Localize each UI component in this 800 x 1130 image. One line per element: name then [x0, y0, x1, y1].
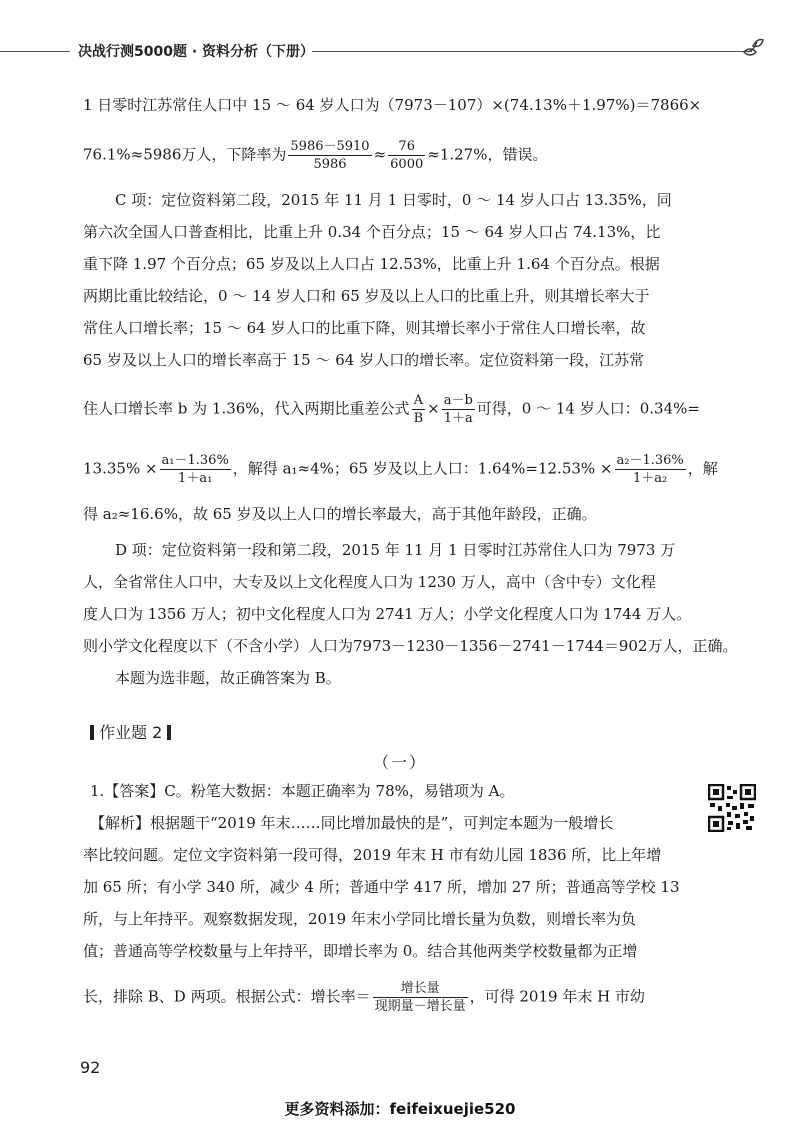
bracket-bar-left: [90, 725, 94, 740]
text-line: 加 65 所；有小学 340 所，减少 4 所；普通中学 417 所，增加 27 所；普通高等学校 13: [83, 878, 680, 896]
fraction: [388, 138, 425, 173]
text-line: 人，全省常住人口中，大专及以上文化程度人口为 1230 万人，高中（含中专）文化程: [83, 573, 656, 591]
fraction: [160, 452, 231, 487]
fraction-denominator: B: [413, 411, 424, 426]
text-line: 率比较问题。定位文字资料第一段可得，2019 年末 H 市有幼儿园 1836 所，比上年增: [83, 846, 662, 864]
text-line: [83, 452, 718, 487]
text-segment: 可得，0 ～ 14 岁人口：0.34%=: [476, 399, 700, 418]
section-heading: [90, 720, 171, 743]
qr-code-icon[interactable]: [708, 784, 756, 832]
text-line: 重下降 1.97 个百分点；65 岁及以上人口占 12.53%，比重上升 1.64 个百分点。根据: [83, 255, 660, 273]
fraction-denominator: 6000: [390, 157, 424, 172]
text-segment: 长，排除 B、D 两项。根据公式：增长率＝: [83, 987, 371, 1006]
footer-note: 更多资料添加：feifeixuejie520: [284, 1100, 516, 1118]
text-line: D 项：定位资料第一段和第二段，2015 年 11 月 1 日零时江苏常住人口为 7973 万: [115, 541, 676, 559]
fraction: [615, 452, 686, 487]
text-line: 两期比重比较结论，0 ～ 14 岁人口和 65 岁及以上人口的比重上升，则其增长率大于: [83, 287, 650, 305]
fraction-numerator: 增长量: [373, 980, 468, 998]
fraction-numerator: 5986－5910: [290, 139, 370, 154]
text-line: 本题为选非题，故正确答案为 B。: [115, 669, 341, 687]
fraction-numerator: a－b: [443, 393, 473, 408]
text-line: 1 日零时江苏常住人口中 15 ～ 64 岁人口为（7973－107）×(74.13%＋1.97%)＝7866×: [83, 96, 702, 114]
fraction: [288, 138, 371, 173]
text-segment: ，解得 a₁≈4%；65 岁及以上人口：1.64%=12.53% ×: [232, 459, 613, 478]
text-segment: ，可得 2019 年末 H 市幼: [469, 987, 645, 1006]
sub-section-title: （一）: [372, 753, 427, 772]
text-segment: ≈1.27%，错误。: [427, 145, 548, 164]
text-line: 76.1%≈5986万人，下降率为 $\frac{5986-5910}{5986}$ ≈ $\frac{76}{6000}$ ≈1.27%，错误。: [83, 139, 548, 172]
fraction-numerator: a₂－1.36%: [616, 453, 684, 468]
fraction-denominator: 1＋a: [443, 411, 473, 426]
text-segment: 76.1%≈5986万人，下降率为: [83, 145, 287, 164]
running-header: [0, 36, 800, 66]
bracket-bar-right: [167, 725, 171, 740]
text-line: [83, 980, 683, 1015]
fraction-denominator: 现期量－增长量: [374, 999, 466, 1014]
text-segment: 住人口增长率 b 为 1.36%，代入两期比重差公式: [83, 399, 410, 418]
header-rule-right: [312, 51, 752, 52]
fraction-numerator: 76: [388, 138, 425, 156]
section-label: 作业题 2: [99, 723, 163, 742]
text-line: 住人口增长率 b 为 1.36%，代入两期比重差公式 $\frac{A}{B}$ × $\frac{a-b}{1+a}$ 可得，0 ～ 14 岁人口：0.34%=: [83, 393, 700, 426]
answer-line: 1.【答案】C。粉笔大数据：本题正确率为 78%，易错项为 A。: [90, 782, 515, 800]
text-line: 度人口为 1356 万人；初中文化程度人口为 2741 万人；小学文化程度人口为 1744 万人。: [83, 605, 692, 623]
fraction-numerator: a₁－1.36%: [161, 453, 229, 468]
fraction: [412, 392, 426, 427]
text-line: 值；普通高等学校数量与上年持平，即增长率为 0。结合其他两类学校数量都为正增: [83, 942, 638, 960]
text-line: 65 岁及以上人口的增长率高于 15 ～ 64 岁人口的增长率。定位资料第一段，江苏常: [83, 351, 645, 369]
text-line: 得 a₂≈16.6%，故 65 岁及以上人口的增长率最大，高于其他年龄段，正确。: [83, 505, 597, 523]
text-line: C 项：定位资料第二段，2015 年 11 月 1 日零时，0 ～ 14 岁人口占 13.35%，同: [115, 191, 672, 209]
text-segment: 13.35% ×: [83, 459, 158, 478]
fraction-denominator: 1＋a₁: [178, 471, 213, 486]
text-line: 第六次全国人口普查相比，比重上升 0.34 个百分点；15 ～ 64 岁人口占 74.13%，比: [83, 223, 661, 241]
fraction: [373, 980, 468, 1015]
page-number: 92: [80, 1058, 101, 1077]
fraction-denominator: 5986: [313, 157, 347, 172]
leaf-icon: [740, 36, 766, 60]
header-rule-left: [0, 51, 70, 52]
text-segment: ，解: [687, 459, 718, 478]
fraction: [442, 392, 475, 427]
text-line: 【解析】根据题干“2019 年末……同比增加最快的是”，可判定本题为一般增长: [90, 814, 614, 832]
text-line: 所，与上年持平。观察数据发现，2019 年末小学同比增长量为负数，则增长率为负: [83, 910, 636, 928]
text-line: 则小学文化程度以下（不含小学）人口为7973－1230－1356－2741－1744＝902万人，正确。: [83, 637, 738, 655]
fraction-denominator: 1＋a₂: [633, 471, 668, 486]
fraction-numerator: A: [412, 392, 426, 410]
text-line: 常住人口增长率；15 ～ 64 岁人口的比重下降，则其增长率小于常住人口增长率，故: [83, 319, 646, 337]
book-title: 决战行测5000题 · 资料分析（下册）: [78, 44, 315, 60]
